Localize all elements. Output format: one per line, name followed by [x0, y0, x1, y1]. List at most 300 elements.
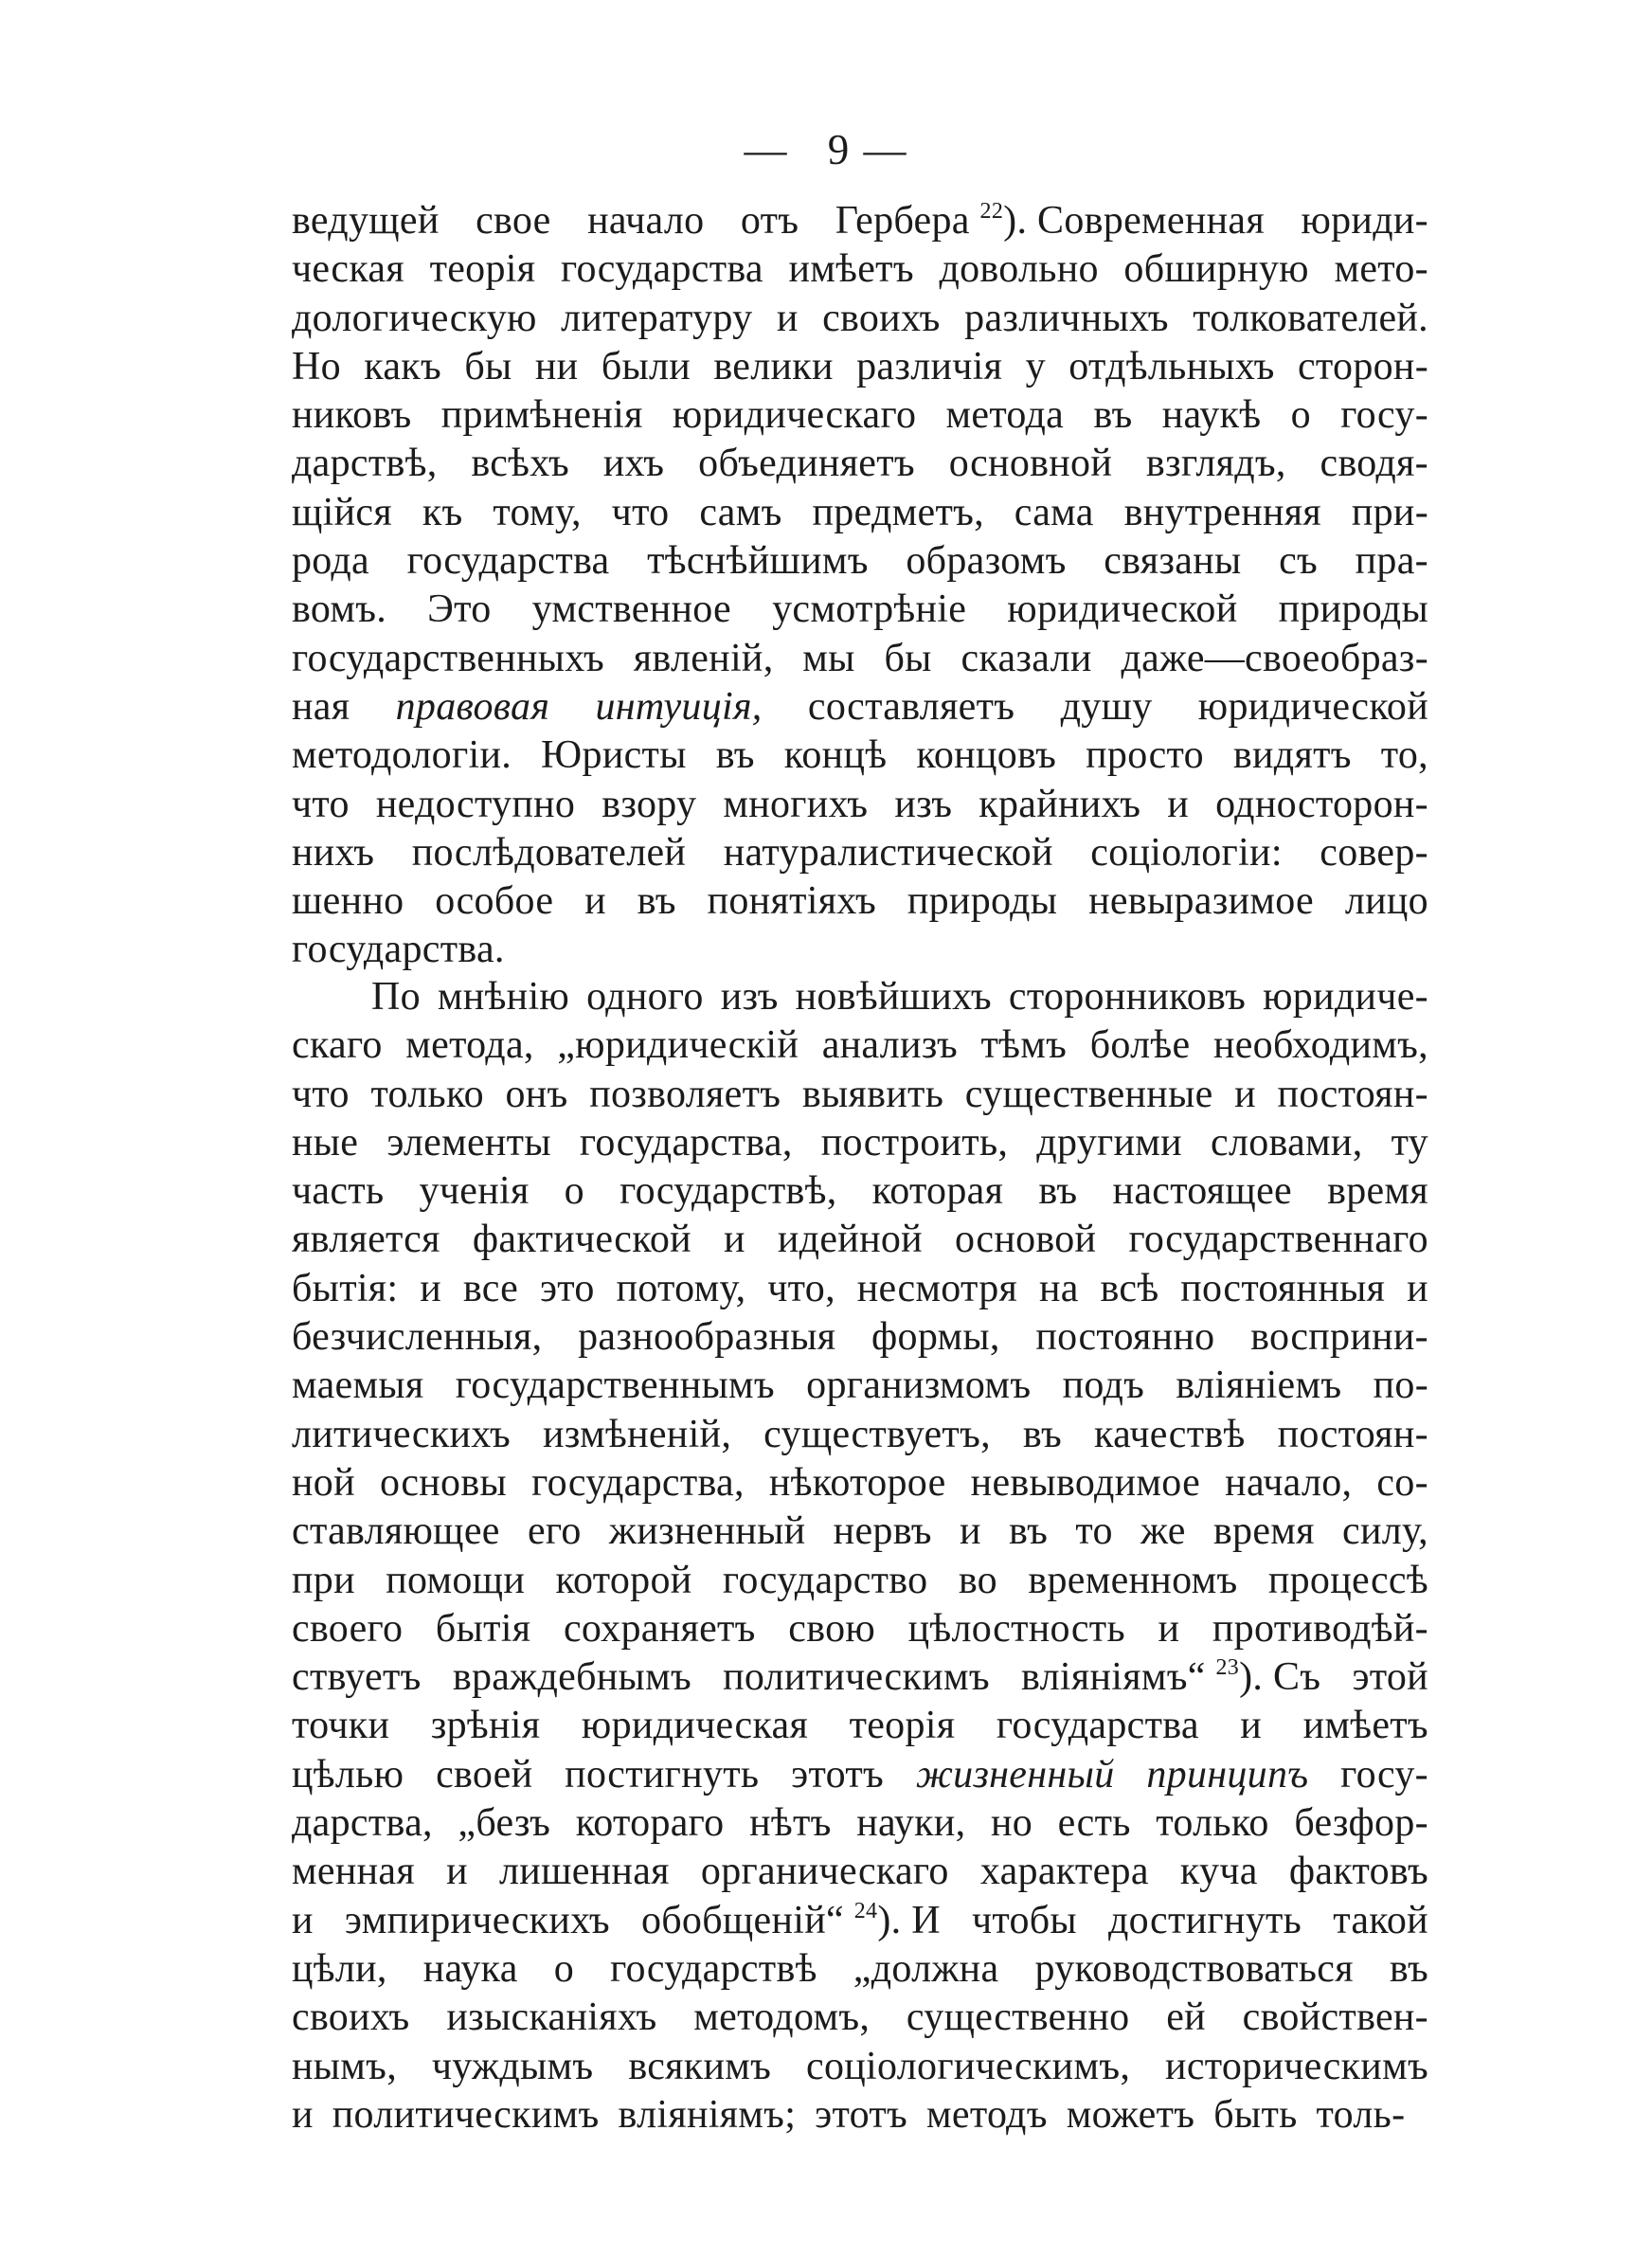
word: соціологическимъ,	[806, 2044, 1131, 2088]
word: вліяніямъ“ $^{23}$). Съ	[1021, 1655, 1321, 1700]
word: сводя-	[1320, 442, 1428, 486]
word: многихъ	[723, 782, 869, 826]
word: особое	[435, 879, 554, 924]
text-line	[292, 1021, 1428, 1070]
word: государства	[560, 247, 763, 292]
word: и	[420, 1266, 442, 1310]
word: имѣетъ	[1302, 1704, 1428, 1748]
word: Это	[427, 587, 492, 632]
word: литическихъ	[292, 1412, 512, 1456]
text-line	[292, 1653, 1428, 1702]
word: о	[1290, 393, 1311, 438]
word: тѣмъ	[980, 1023, 1068, 1068]
word: ные	[292, 1120, 359, 1165]
word: несмотря	[856, 1266, 1018, 1310]
word: подъ	[1062, 1363, 1145, 1408]
word: есть	[1057, 1801, 1131, 1846]
word: и	[1167, 782, 1190, 826]
word: временномъ	[1028, 1558, 1238, 1602]
text-line	[292, 1897, 1428, 1945]
word: составляетъ	[807, 684, 1015, 729]
word: вліяніямъ;	[618, 2092, 797, 2137]
footnote-ref: 24	[853, 1898, 878, 1923]
word: это	[539, 1266, 595, 1310]
word: метода,	[405, 1023, 534, 1068]
word: натуралистической	[723, 830, 1053, 875]
word: словами,	[1211, 1120, 1363, 1165]
word: государства.	[292, 928, 505, 972]
word: эмпирическихъ	[344, 1898, 610, 1942]
word: своихъ	[292, 1995, 410, 2040]
word: сохраняетъ	[563, 1606, 756, 1651]
word: существенные	[964, 1072, 1213, 1116]
word: политическимъ	[723, 1655, 990, 1700]
text-line	[292, 1557, 1428, 1605]
word: были	[601, 344, 691, 388]
word: постоян-	[1277, 1412, 1428, 1456]
word: является	[292, 1218, 440, 1262]
word: ни	[534, 344, 579, 388]
word: самъ	[699, 490, 782, 534]
word: ствуетъ	[292, 1655, 422, 1700]
word: обобщеній“ $^{24}$). И	[640, 1898, 941, 1942]
word: изъ	[894, 782, 953, 826]
word: цѣлостность	[907, 1606, 1125, 1651]
word: необходимъ,	[1212, 1023, 1428, 1068]
word: все	[462, 1266, 519, 1310]
text-line	[292, 2043, 1428, 2091]
text-line	[292, 731, 1428, 780]
text-line	[292, 1119, 1428, 1167]
word: отъ	[740, 199, 799, 243]
text-line	[292, 586, 1428, 634]
word: жизненный	[915, 1752, 1115, 1797]
word: своей	[436, 1752, 533, 1797]
text-line	[292, 829, 1428, 877]
word: бы	[884, 636, 932, 680]
text-line	[292, 1799, 1428, 1848]
word: этотъ	[815, 2092, 908, 2137]
word: время	[1212, 1509, 1315, 1554]
word: зрѣнія	[430, 1704, 541, 1748]
word: различія	[856, 344, 1003, 388]
word: „должна	[853, 1946, 999, 1991]
word: велики	[713, 344, 834, 388]
word: различныхъ	[964, 296, 1169, 340]
word: душу	[1060, 684, 1153, 729]
word: во	[958, 1558, 997, 1602]
word: въ	[715, 733, 755, 778]
word: чуждымъ	[431, 2044, 594, 2088]
word: которой	[555, 1558, 692, 1602]
word: дологическую	[292, 296, 537, 340]
text-line	[292, 1508, 1428, 1556]
word: теорія	[849, 1704, 956, 1748]
word: всѣхъ	[471, 442, 570, 486]
word: другими	[1036, 1120, 1182, 1165]
word: рода	[292, 539, 370, 584]
word: существенно	[906, 1995, 1130, 2040]
word: бытія:	[292, 1266, 399, 1310]
text-line	[292, 926, 1428, 974]
word: шенно	[292, 879, 404, 924]
word: но	[990, 1801, 1033, 1846]
word: только	[370, 1072, 484, 1116]
word: маемыя	[292, 1363, 424, 1408]
word: Гербера $^{22}$). Современная	[835, 199, 1265, 243]
text-line	[292, 1751, 1428, 1799]
word: такой	[1333, 1898, 1428, 1942]
word: нихъ	[292, 830, 375, 875]
word: и	[584, 879, 606, 924]
word: госу-	[1340, 393, 1428, 438]
word: взору	[602, 782, 697, 826]
page-number-value: 9	[827, 126, 852, 173]
text-line	[292, 440, 1428, 488]
word: и	[724, 1218, 745, 1262]
word: въ	[637, 879, 676, 924]
word: основной	[948, 442, 1113, 486]
word: безчисленныя,	[292, 1315, 543, 1360]
page-number-dash-left: —	[744, 126, 789, 173]
word: часть	[292, 1169, 385, 1214]
word: фактовъ	[1288, 1850, 1428, 1894]
text-line	[292, 1848, 1428, 1896]
word: онъ	[505, 1072, 568, 1116]
word: ставляющее	[292, 1509, 500, 1554]
word: начало	[587, 199, 705, 243]
text-line	[292, 2091, 1428, 2140]
word: правовая	[395, 684, 550, 729]
word: съ	[1279, 539, 1319, 584]
word: недоступно	[375, 782, 576, 826]
word: внутренняя	[1123, 490, 1321, 534]
word: ческая	[292, 247, 404, 292]
word: руководствоваться	[1034, 1946, 1354, 1991]
word: и	[1234, 1072, 1256, 1116]
word: понятіяхъ	[707, 879, 877, 924]
word: то,	[1380, 733, 1428, 778]
footnote-ref: 22	[979, 199, 1004, 224]
word: ихъ	[602, 442, 665, 486]
word: государства	[406, 539, 610, 584]
word: и	[292, 1898, 314, 1942]
word: при-	[1351, 490, 1428, 534]
word: государства,	[531, 1460, 745, 1505]
word: о	[564, 1169, 584, 1214]
word: основой	[955, 1218, 1097, 1262]
text-line	[292, 973, 1428, 1021]
word: явленій,	[633, 636, 774, 680]
word: по-	[1373, 1363, 1428, 1408]
word: ей	[1166, 1995, 1206, 2040]
word: Юристы	[541, 733, 687, 778]
text-line	[292, 1167, 1428, 1216]
text-line	[292, 1265, 1428, 1313]
word: юриди-	[1301, 199, 1428, 243]
word: и	[776, 296, 799, 340]
word: существуетъ,	[763, 1412, 991, 1456]
word: силу,	[1342, 1509, 1428, 1554]
word: постоянно	[1035, 1315, 1215, 1360]
word: сторонниковъ	[1008, 975, 1247, 1019]
word: совер-	[1320, 830, 1428, 875]
word: время	[1327, 1169, 1428, 1214]
text-line	[292, 1362, 1428, 1410]
word: принципъ	[1146, 1752, 1309, 1797]
word: методъ	[926, 2092, 1048, 2137]
word: своего	[292, 1606, 404, 1651]
word: пра-	[1355, 539, 1428, 584]
word: юридическаго	[672, 393, 917, 438]
word: анализъ	[821, 1023, 958, 1068]
word: природы	[1278, 587, 1428, 632]
word: цѣли,	[292, 1946, 387, 1991]
text-line	[292, 1411, 1428, 1459]
word: методологіи.	[292, 733, 512, 778]
word: постоянныя	[1180, 1266, 1386, 1310]
word: идейной	[777, 1218, 923, 1262]
word: дарства,	[292, 1801, 433, 1846]
word: къ	[422, 490, 463, 534]
text-line	[292, 1216, 1428, 1264]
word: формы,	[871, 1315, 1000, 1360]
word: довольно	[939, 247, 1099, 292]
word: новѣйшихъ	[795, 975, 992, 1019]
word: всѣ	[1100, 1266, 1159, 1310]
word: позволяетъ	[589, 1072, 781, 1116]
word: просто	[1086, 733, 1204, 778]
word: начало,	[1225, 1460, 1353, 1505]
word: и	[1240, 1704, 1263, 1748]
word: этой	[1352, 1655, 1428, 1700]
word: мнѣнію	[437, 975, 570, 1019]
word: помощи	[386, 1558, 526, 1602]
word: юридической	[1007, 587, 1238, 632]
word: ту	[1391, 1120, 1428, 1165]
word: что,	[767, 1266, 835, 1310]
word: государства,	[579, 1120, 793, 1165]
word: односторон-	[1215, 782, 1428, 826]
word: государственнаго	[1128, 1218, 1428, 1262]
word: быть	[1213, 2092, 1298, 2137]
word: послѣдователей	[411, 830, 687, 875]
word: юридическая	[581, 1704, 809, 1748]
word: процессѣ	[1267, 1558, 1428, 1602]
word: менная	[292, 1850, 415, 1894]
word: его	[527, 1509, 582, 1554]
word: политическимъ	[332, 2092, 600, 2137]
text-line	[292, 635, 1428, 683]
word: концѣ	[783, 733, 888, 778]
word: свою	[788, 1606, 876, 1651]
word: историческимъ	[1165, 2044, 1428, 2088]
word: невыводимое	[970, 1460, 1201, 1505]
word: ). И	[877, 1898, 941, 1942]
word: толь-	[1316, 2092, 1406, 2137]
paragraph-1	[292, 197, 1428, 975]
word: наукѣ	[1161, 393, 1262, 438]
word: ная	[292, 684, 350, 729]
word: предметъ,	[812, 490, 984, 534]
word: ). Съ	[1239, 1655, 1321, 1700]
word: юридиче-	[1263, 975, 1428, 1019]
word: вліяніемъ	[1176, 1363, 1342, 1408]
word: только	[1156, 1801, 1269, 1846]
word: имѣетъ	[788, 247, 914, 292]
word: котораго	[575, 1801, 725, 1846]
word: на	[1038, 1266, 1079, 1310]
word: ведущей	[292, 199, 440, 243]
word: бытія	[435, 1606, 531, 1651]
word: цѣлью	[292, 1752, 404, 1797]
word: лишенная	[499, 1850, 670, 1894]
word: что	[292, 782, 350, 826]
word: госу-	[1340, 1752, 1428, 1797]
word: государственнымъ	[455, 1363, 775, 1408]
word: и	[960, 1509, 981, 1554]
word: По	[371, 975, 421, 1019]
word: сторон-	[1297, 344, 1428, 388]
text-line	[292, 781, 1428, 829]
word: мето-	[1334, 247, 1428, 292]
word: у	[1025, 344, 1046, 388]
word: въ	[1389, 1946, 1428, 1991]
word: въ	[1038, 1169, 1078, 1214]
word: точки	[292, 1704, 390, 1748]
word: методомъ,	[693, 1995, 871, 2040]
word: государства	[996, 1704, 1199, 1748]
word: концовъ	[916, 733, 1057, 778]
word: толкователей.	[1193, 296, 1428, 340]
word: взглядъ,	[1145, 442, 1286, 486]
word: ученія	[419, 1169, 530, 1214]
word: то	[1075, 1509, 1113, 1554]
word: враждебнымъ	[452, 1655, 691, 1700]
word: можетъ	[1066, 2092, 1195, 2137]
word: ной	[292, 1460, 355, 1505]
word: одного	[586, 975, 704, 1019]
word: изысканіяхъ	[446, 1995, 657, 2040]
word: юридической	[1197, 684, 1428, 729]
text-line	[292, 1313, 1428, 1362]
word: и	[1407, 1266, 1428, 1310]
word: о	[553, 1946, 575, 1991]
word: качествѣ	[1094, 1412, 1246, 1456]
word: достигнуть	[1108, 1898, 1302, 1942]
word: Но	[292, 344, 341, 388]
word: видятъ	[1232, 733, 1352, 778]
word: постоян-	[1277, 1072, 1428, 1116]
text-line	[292, 537, 1428, 586]
word: скаго	[292, 1023, 383, 1068]
word: обширную	[1123, 247, 1309, 292]
word: лицо	[1344, 879, 1428, 924]
word: разнообразныя	[578, 1315, 836, 1360]
word: тѣснѣйшимъ	[647, 539, 869, 584]
word: связаны	[1104, 539, 1242, 584]
word: государствѣ,	[620, 1169, 837, 1214]
word: мы	[802, 636, 855, 680]
word: въ	[1009, 1509, 1049, 1554]
word: нѣтъ	[749, 1801, 832, 1846]
word: характера	[979, 1850, 1149, 1894]
text-line	[292, 489, 1428, 537]
word: соціологіи:	[1090, 830, 1283, 875]
footnote-ref: 23	[1215, 1655, 1240, 1681]
text-line	[292, 1994, 1428, 2042]
word: всякимъ	[628, 2044, 772, 2088]
word: въ	[1093, 393, 1133, 438]
word: фактической	[472, 1218, 691, 1262]
word: нервъ	[833, 1509, 932, 1554]
word: своихъ	[822, 296, 941, 340]
word: и	[292, 2092, 314, 2137]
text-line	[292, 197, 1428, 245]
word: же	[1140, 1509, 1186, 1554]
page-number-dash-right: —	[863, 126, 908, 173]
word: элементы	[386, 1120, 551, 1165]
word: выявить	[801, 1072, 944, 1116]
word: этотъ	[791, 1752, 885, 1797]
text-line	[292, 1702, 1428, 1750]
paragraph-2	[292, 973, 1428, 2140]
word: противодѣй-	[1212, 1606, 1428, 1651]
word: „юридическій	[557, 1023, 799, 1068]
text-line	[292, 877, 1428, 926]
word: построить,	[820, 1120, 1009, 1165]
page-number	[0, 121, 1652, 178]
word: что	[611, 490, 670, 534]
word: что	[292, 1072, 350, 1116]
word: государственныхъ	[292, 636, 604, 680]
text-line	[292, 295, 1428, 343]
word: куча	[1179, 1850, 1258, 1894]
word: сама	[1014, 490, 1094, 534]
word: тому,	[493, 490, 582, 534]
word: основы	[379, 1460, 507, 1505]
word: метода	[945, 393, 1065, 438]
word: настоящее	[1112, 1169, 1292, 1214]
word: никовъ	[292, 393, 412, 438]
word: усмотрѣніе	[772, 587, 967, 632]
word: умственное	[531, 587, 731, 632]
word: наука	[422, 1946, 518, 1991]
word: невыразимое	[1088, 879, 1315, 924]
word: вомъ.	[292, 587, 387, 632]
word: науки,	[856, 1801, 966, 1846]
word: объединяетъ	[698, 442, 915, 486]
word: бы	[464, 344, 512, 388]
word: жизненный	[608, 1509, 806, 1554]
word: дарствѣ,	[292, 442, 438, 486]
word: и	[446, 1850, 468, 1894]
word: нымъ,	[292, 2044, 397, 2088]
word: болѣе	[1089, 1023, 1191, 1068]
word: измѣненій,	[543, 1412, 732, 1456]
word: въ	[1022, 1412, 1063, 1456]
word: безфор-	[1294, 1801, 1428, 1846]
word: которая	[871, 1169, 1004, 1214]
text-line	[292, 1945, 1428, 1994]
word: чтобы	[971, 1898, 1077, 1942]
text-line	[292, 683, 1428, 731]
word: сказали	[961, 636, 1092, 680]
text-line	[292, 1605, 1428, 1653]
word: при	[292, 1558, 355, 1602]
word: даже—своеобраз-	[1121, 636, 1428, 680]
word: со-	[1376, 1460, 1428, 1505]
